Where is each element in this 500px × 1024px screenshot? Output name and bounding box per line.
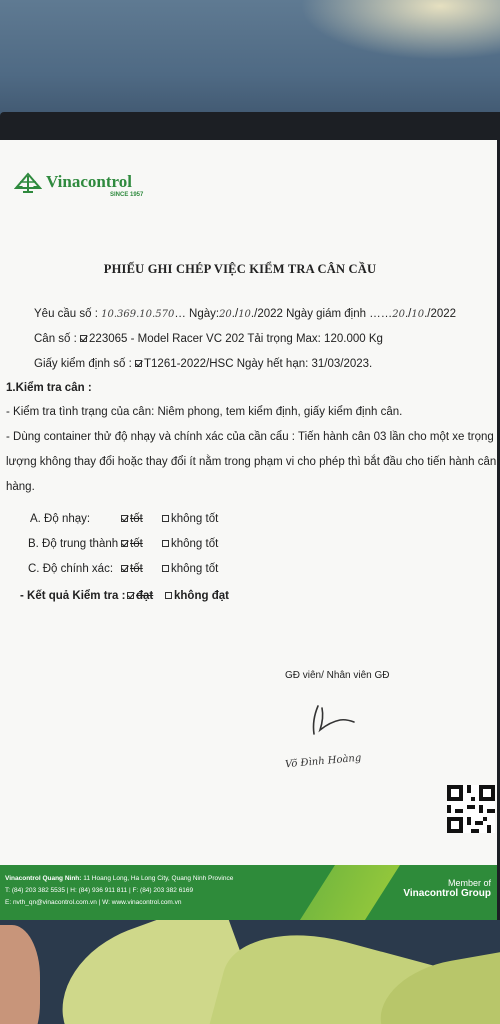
check-accuracy-bad: không tốt — [162, 563, 218, 575]
member-line-2: Vinacontrol Group — [403, 888, 491, 899]
checkbox-icon — [121, 540, 128, 547]
checkbox-icon — [135, 360, 142, 367]
check-repeatability-bad: không tốt — [162, 538, 218, 550]
checkbox-icon — [121, 515, 128, 522]
footer-company: Vinacontrol Quang Ninh: — [5, 875, 82, 882]
signature-scribble — [300, 700, 370, 740]
footer-address-text: 11 Hoang Long, Ha Long City, Quang Ninh Province — [81, 875, 234, 882]
certificate-label: Giấy kiểm định số : — [34, 358, 132, 370]
signer-title: GĐ viên/ Nhân viên GĐ — [285, 670, 390, 681]
result-fail: không đạt — [165, 590, 229, 602]
inspection-date-label: Ngày giám định …… — [286, 308, 393, 320]
document-title: PHIẾU GHI CHÉP VIỆC KIỂM TRA CÂN CẦU — [103, 262, 377, 276]
checkbox-icon — [80, 335, 87, 342]
footer-accent-stripe — [300, 865, 400, 920]
vinacontrol-logo — [14, 172, 144, 198]
certificate-expiry: Ngày hết hạn: 31/03/2023. — [236, 358, 373, 370]
check-label-accuracy: C. Độ chính xác: — [28, 563, 114, 575]
request-number: 10.369.10.570 — [101, 309, 175, 320]
checkbox-icon — [127, 592, 134, 599]
request-label: Yêu cầu số : — [34, 308, 98, 320]
footer-address — [5, 875, 233, 882]
check-accuracy-good: tốt — [121, 563, 143, 575]
scale-model: - Model Racer VC 202 Tải trọng Max: 120.000 Kg — [130, 333, 383, 345]
paragraph-2-line-3: hàng. — [6, 481, 35, 493]
checkbox-icon — [162, 565, 169, 572]
request-date-month: 10 — [238, 309, 251, 320]
footer-contact: E: nvth_qn@vinacontrol.com.vn | W: www.vinacontrol.com.vn — [5, 899, 182, 906]
check-sensitivity-bad: không tốt — [162, 513, 218, 525]
check-label-sensitivity: A. Độ nhạy: — [30, 513, 91, 525]
paragraph-1: - Kiểm tra tình trạng của cân: Niêm phong, tem kiểm định, giấy kiểm định cân. — [6, 406, 403, 418]
member-line-1: Member of — [447, 878, 491, 888]
scale-logo-icon — [14, 172, 42, 194]
qr-code-icon — [447, 785, 495, 833]
section-heading: 1.Kiểm tra cân : — [6, 382, 92, 394]
check-sensitivity-good: tốt — [121, 513, 143, 525]
check-repeatability-good: tốt — [121, 538, 143, 550]
checkbox-icon — [162, 540, 169, 547]
paragraph-2-line-2: lượng không thay đổi hoặc thay đổi ít nằm trong phạm vi cho phép thì bắt đầu cho tiến hành cân — [6, 456, 497, 468]
background-light — [300, 0, 500, 60]
inspection-date-day: 20 — [392, 309, 405, 320]
paragraph-2-line-1: - Dùng container thử độ nhạy và chính xác của cần cẩu : Tiến hành cân 03 lần cho một xe trọng — [6, 431, 494, 443]
inspection-document — [0, 140, 497, 920]
checkbox-icon — [165, 592, 172, 599]
inspection-date-year: /2022 — [427, 308, 457, 320]
check-label-repeatability: B. Độ trung thành : — [28, 538, 125, 550]
logo-since: SINCE 1957 — [110, 192, 144, 198]
result-label: - Kết quả Kiểm tra : — [20, 590, 126, 602]
inspection-date-month: 10 — [411, 309, 425, 320]
certificate-number: T1261-2022/HSC — [144, 358, 234, 370]
logo-wordmark: Vinacontrol — [46, 172, 132, 191]
scale-line — [34, 333, 383, 345]
request-line: Yêu cầu số : 10.369.10.570… Ngày:20./10./2022 Ngày giám định ……20./10./2022 — [34, 308, 457, 320]
request-date-label: Ngày: — [189, 308, 220, 320]
signer-name: Võ Đình Hoàng — [284, 752, 362, 771]
checkbox-icon — [121, 565, 128, 572]
result-pass: đạt — [127, 590, 153, 602]
request-date-day: 20 — [219, 309, 232, 320]
scale-number: 223065 — [89, 333, 128, 345]
scale-label: Cân số : — [34, 333, 77, 345]
footer-band — [0, 865, 497, 920]
request-date-year: /2022 — [254, 308, 283, 320]
member-badge — [403, 878, 491, 899]
footer-phones: T: (84) 203 382 5535 | H: (84) 936 911 811 | F: (84) 203 382 6169 — [5, 887, 194, 894]
checkbox-icon — [162, 515, 169, 522]
certificate-line — [34, 358, 372, 370]
